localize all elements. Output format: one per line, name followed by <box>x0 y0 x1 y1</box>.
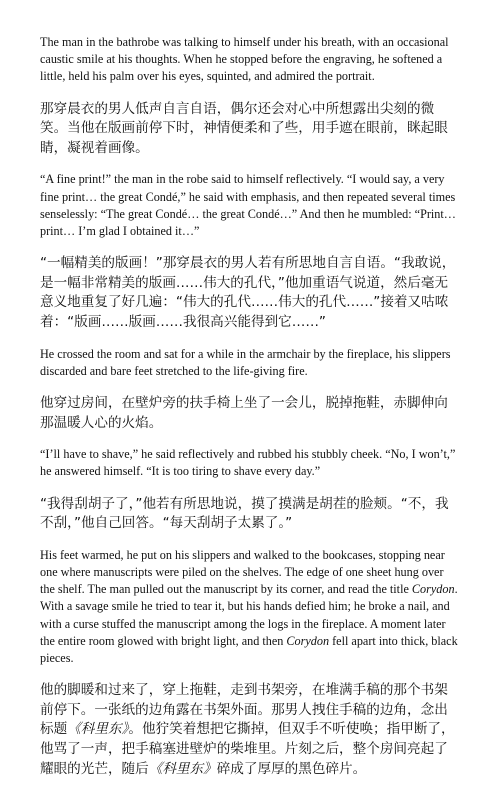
paragraph-text: 他穿过房间，在壁炉旁的扶手椅上坐了一会儿，脱掉拖鞋，赤脚伸向那温暖人心的火焰。 <box>40 394 448 431</box>
paragraph-text: “一幅精美的版画！”那穿晨衣的男人若有所思地自言自语。“我敢说，是一幅非常精美的版画……伟大的孔代，”他加重语气说道，然后毫无意义地重复了好几遍：“伟大的孔代……伟大的孔代……”接着又咕哝着：“版画……版画……我很高兴能得到它……” <box>40 255 456 330</box>
paragraph-text: fell apart into thick, black pieces. <box>40 633 458 665</box>
title-italic: Corydon <box>411 582 455 597</box>
chinese-paragraph <box>40 100 460 159</box>
chinese-paragraph <box>40 254 460 332</box>
paragraph-text: 他的脚暖和过来了，穿上拖鞋，走到书架旁，在堆满手稿的那个书架前停下。一张纸的边角露在书架外面。那男人拽住手稿的边角，念出标题 <box>40 682 448 738</box>
paragraph-text: He crossed the room and sat for a while in the armchair by the fireplace, his slippers discarded and bare feet stretched to the life-giving fire. <box>40 346 451 378</box>
title-italic: 《科里东》 <box>148 760 217 777</box>
paragraph-text: His feet warmed, he put on his slippers and walked to the bookcases, stopping near one where manuscripts were piled on the shelves. The edge of one sheet hung over the shelf. The man pulled out the manuscript by its corner, and read the title <box>40 547 445 597</box>
title-italic: Corydon <box>286 633 330 648</box>
paragraph-text: The man in the bathrobe was talking to himself under his breath, with an occasional caustic smile at his thoughts. When he stopped before the engraving, he softened a little, held his palm over his eyes, squinted, and admired the portrait. <box>40 35 449 84</box>
document-page <box>40 34 460 792</box>
english-paragraph <box>40 547 460 667</box>
chinese-paragraph <box>40 495 460 534</box>
english-paragraph <box>40 446 460 480</box>
title-italic: 《科里东》 <box>67 721 129 738</box>
paragraph-text: “我得刮胡子了，”他若有所思地说，摸了摸满是胡茬的脸颊。“不，我不刮，”他自己回答。“每天刮胡子太累了。” <box>40 495 449 532</box>
english-paragraph <box>40 346 460 380</box>
english-paragraph <box>40 171 460 240</box>
paragraph-text: . With a savage smile he tried to tear it, but his hands defied him; he broke a nail, and with a curse stuffed the manuscript among the logs in the fireplace. A moment later the entire room glowed with bright light, and then <box>40 582 458 648</box>
english-paragraph <box>40 34 460 86</box>
paragraph-text: 那穿晨衣的男人低声自言自语，偶尔还会对心中所想露出尖刻的微笑。当他在版画前停下时，神情便柔和了些，用手遮在眼前，眯起眼睛，凝视着画像。 <box>40 100 448 156</box>
paragraph-text: “I’ll have to shave,” he said reflectively and rubbed his stubbly cheek. “No, I won’t,” he answered himself. “It is too tiring to shave every day.” <box>40 447 456 479</box>
chinese-paragraph <box>40 681 460 779</box>
paragraph-text: 。他狞笑着想把它撕掉，但双手不听使唤；指甲断了，他骂了一声，把手稿塞进壁炉的柴堆里。片刻之后，整个房间亮起了耀眼的光芒，随后 <box>40 721 455 777</box>
paragraph-text: “A fine print!” the man in the robe said to himself reflectively. “I would say, a very fine print… the great Condé,” he said with emphasis, and then repeated several times senselessly: “The great Condé… the great Condé…” And then he mumbled: “Print… print… I’m glad I obtained it…” <box>40 172 456 238</box>
paragraph-text: 碎成了厚厚的黑色碎片。 <box>216 760 367 777</box>
chinese-paragraph <box>40 394 460 433</box>
